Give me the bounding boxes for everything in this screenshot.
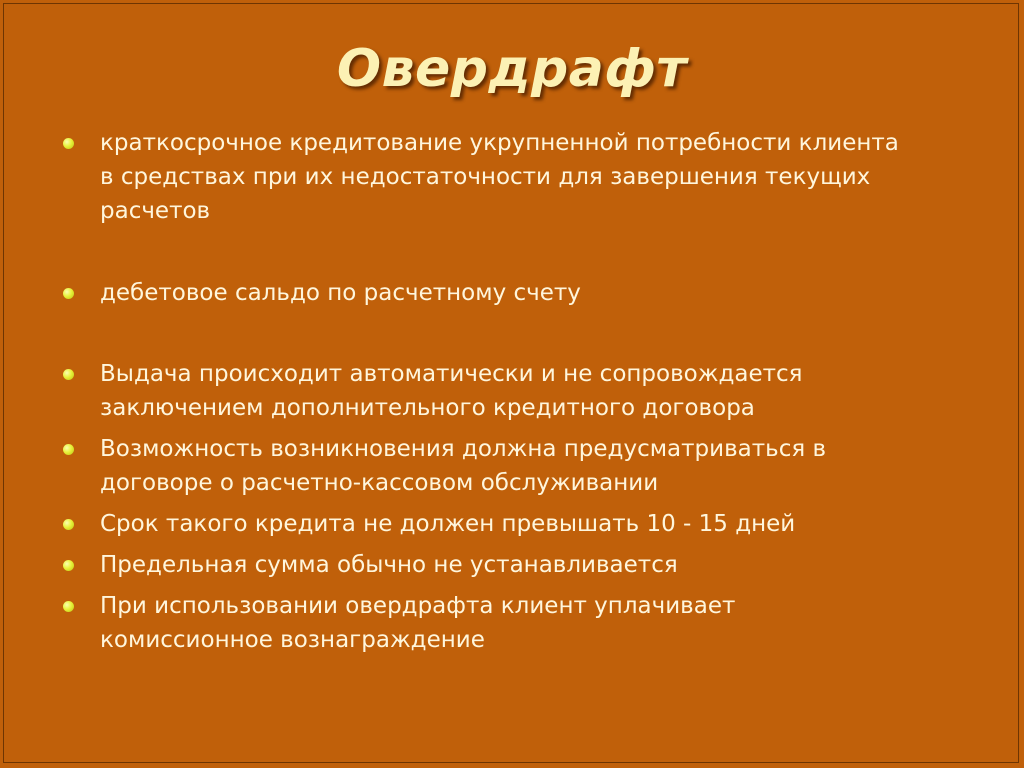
bullet-line: Срок такого кредита не должен превышать 10 - 15 дней [100, 511, 796, 537]
bullet-line: Возможность возникновения должна предусматриваться в [100, 436, 827, 462]
bullet-dot-icon [63, 138, 74, 149]
bullet-line: Выдача происходит автоматически и не сопровождается [100, 361, 803, 387]
bullet-dot-icon [63, 288, 74, 299]
bullet-line: заключением дополнительного кредитного договора [100, 395, 755, 421]
slide-title: Овердрафт [336, 39, 688, 99]
bullet-dot-icon [63, 601, 74, 612]
bullet-line: договоре о расчетно-кассовом обслуживании [100, 470, 659, 496]
bullet-dot-icon [63, 560, 74, 571]
bullet-text [100, 548, 980, 582]
bullet-text [100, 357, 980, 425]
bullet-text [100, 589, 980, 657]
bullet-line: Предельная сумма обычно не устанавливается [100, 552, 678, 578]
bullet-line: в средствах при их недостаточности для завершения текущих [100, 164, 871, 190]
bullet-dot-icon [63, 444, 74, 455]
bullet-line: расчетов [100, 198, 211, 224]
bullet-text [100, 507, 980, 541]
bullet-line: комиссионное вознаграждение [100, 627, 485, 653]
bullet-line: краткосрочное кредитование укрупненной потребности клиента [100, 130, 899, 156]
bullet-text [100, 432, 980, 500]
bullet-dot-icon [63, 519, 74, 530]
bullet-text [100, 276, 980, 310]
bullet-line: При использовании овердрафта клиент уплачивает [100, 593, 736, 619]
bullet-dot-icon [63, 369, 74, 380]
bullet-text [100, 126, 980, 228]
bullet-line: дебетовое сальдо по расчетному счету [100, 280, 581, 306]
